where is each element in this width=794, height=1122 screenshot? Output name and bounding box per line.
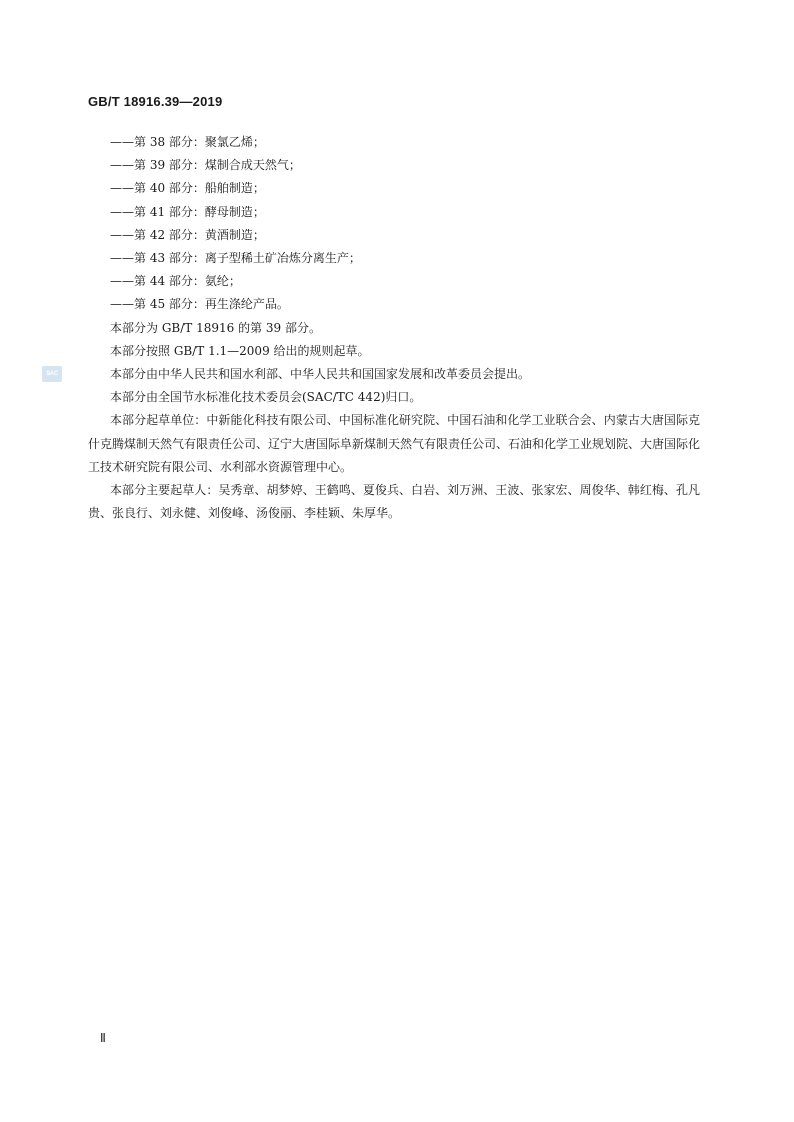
list-item: ——第 43 部分：离子型稀土矿冶炼分离生产； (110, 251, 361, 266)
list-item: ——第 40 部分：船舶制造； (110, 181, 265, 196)
page-number: Ⅱ (100, 1031, 106, 1045)
sac-watermark-text: SAC (46, 371, 58, 377)
paragraph-part-number: 本部分为 GB/T 18916 的第 39 部分。 (110, 320, 321, 335)
sac-watermark-logo (42, 366, 62, 382)
paragraph-drafters: 本部分主要起草人：吴秀章、胡梦婷、王鹤鸣、夏俊兵、白岩、刘万洲、王波、张家宏、周俊华、韩红梅、孔凡贵、张良行、刘永健、刘俊峰、汤俊丽、李桂颖、朱厚华。 (88, 483, 700, 521)
list-item: ——第 38 部分：聚氯乙烯； (110, 135, 265, 149)
list-item: ——第 39 部分：煤制合成天然气； (110, 158, 301, 173)
document-body (88, 131, 700, 525)
paragraph-committee: 本部分由全国节水标准化技术委员会(SAC/TC 442)归口。 (110, 390, 422, 405)
paragraph-proposer: 本部分由中华人民共和国水利部、中华人民共和国国家发展和改革委员会提出。 (110, 367, 531, 382)
paragraph-drafting-units: 本部分起草单位：中新能化科技有限公司、中国标准化研究院、中国石油和化学工业联合会、内蒙古大唐国际克什克腾煤制天然气有限责任公司、辽宁大唐国际阜新煤制天然气有限责任公司、石油和化学工业规划院、大唐国际化工技术研究院有限公司、水利部水资源管理中心。 (88, 413, 701, 474)
list-item: ——第 45 部分：再生涤纶产品。 (110, 297, 289, 312)
list-item: ——第 44 部分：氨纶； (110, 274, 241, 289)
list-item: ——第 41 部分：酵母制造； (110, 204, 265, 219)
list-item: ——第 42 部分：黄酒制造； (110, 227, 265, 242)
paragraph-drafting-rules: 本部分按照 GB/T 1.1—2009 给出的规则起草。 (110, 343, 370, 358)
standard-code: GB/T 18916.39—2019 (88, 94, 223, 109)
